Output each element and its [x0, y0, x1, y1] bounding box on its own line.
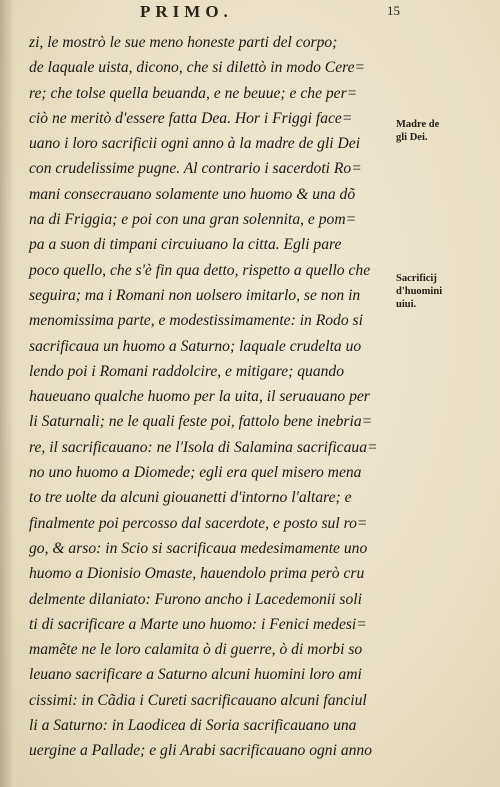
text-line: na di Friggia; e poi con una gran solennita, e pom= — [29, 211, 357, 229]
text-line: sacrificaua un huomo a Saturno; laquale crudelta uo — [29, 337, 362, 355]
text-line: ciò ne meritò d'essere fatta Dea. Hor i Friggi face= — [29, 109, 353, 127]
text-line: go, & arso: in Scio si sacrificaua medesimamente uno — [29, 539, 368, 557]
text-line: mamẽte ne le loro calamita ò di guerre, ò di morbi so — [29, 641, 363, 659]
margin-note-line: d'huomini — [396, 286, 443, 297]
text-line: re; che tolse quella beuanda, e ne beuue; e che per= — [29, 84, 358, 102]
text-line: li a Saturno: in Laodicea di Soria sacrificauano una — [29, 717, 357, 735]
text-line: huomo a Dionisio Omaste, hauendolo prima però cru — [29, 565, 365, 583]
text-line: cissimi: in Cãdia i Cureti sacrificauano alcuni fanciul — [29, 691, 367, 709]
page-header — [140, 2, 400, 28]
margin-note-line: Sacrificij — [396, 273, 437, 284]
text-line: leuano sacrificare a Saturno alcuni huomini loro ami — [29, 666, 362, 684]
text-line: re, il sacrificauano: ne l'Isola di Salamina sacrificaua= — [29, 438, 378, 456]
text-line: to tre uolte da alcuni giouanetti d'intorno l'altare; e — [29, 489, 352, 507]
gutter-shadow — [0, 0, 14, 787]
text-line: zi, le mostrò le sue meno honeste parti del corpo; — [29, 34, 338, 51]
text-line: no uno huomo a Diomede; egli era quel misero mena — [29, 464, 362, 482]
text-line: delmente dilaniato: Furono ancho i Lacedemonii soli — [29, 590, 362, 608]
body-text — [29, 30, 385, 764]
page-number: 15 — [387, 3, 400, 18]
text-line: con crudelissime pugne. Al contrario i sacerdoti Ro= — [29, 160, 362, 178]
text-line: haueuano qualche huomo per la uita, il seruauano per — [29, 388, 370, 406]
text-line: de laquale uista, dicono, che si dilettò in modo Cere= — [29, 59, 366, 77]
text-line: pa a suon di timpani circuiuano la citta. Egli pare — [29, 236, 342, 254]
margin-note-madre-de-gli-dei — [396, 118, 476, 144]
text-line: seguira; ma i Romani non uolsero imitarlo, se non in — [29, 286, 361, 304]
running-title: PRIMO. — [140, 2, 233, 21]
margin-note-line: gli Dei. — [396, 132, 428, 143]
text-line: uergine a Pallade; e gli Arabi sacrificauano ogni anno — [29, 742, 373, 760]
margin-note-line: Madre de — [396, 119, 440, 130]
text-line: mani consecrauano solamente uno huomo & una dõ — [29, 185, 356, 203]
text-line: uano i loro sacrificii ogni anno à la madre de gli Dei — [29, 135, 361, 153]
margin-note-line: uiui. — [396, 299, 417, 310]
text-line: li Saturnali; ne le quali feste poi, fattolo bene inebria= — [29, 413, 373, 431]
text-line: lendo poi i Romani raddolcire, e mitigare; quando — [29, 362, 345, 380]
text-line: menomissima parte, e modestissimamente: in Rodo si — [29, 312, 363, 330]
margin-note-sacrificij — [396, 272, 476, 311]
text-line: ti di sacrificare a Marte uno huomo: i Fenici medesi= — [29, 615, 367, 633]
text-line: finalmente poi percosso dal sacerdote, e posto sul ro= — [29, 514, 368, 532]
text-line: poco quello, che s'è fin qua detto, rispetto a quello che — [29, 261, 371, 279]
